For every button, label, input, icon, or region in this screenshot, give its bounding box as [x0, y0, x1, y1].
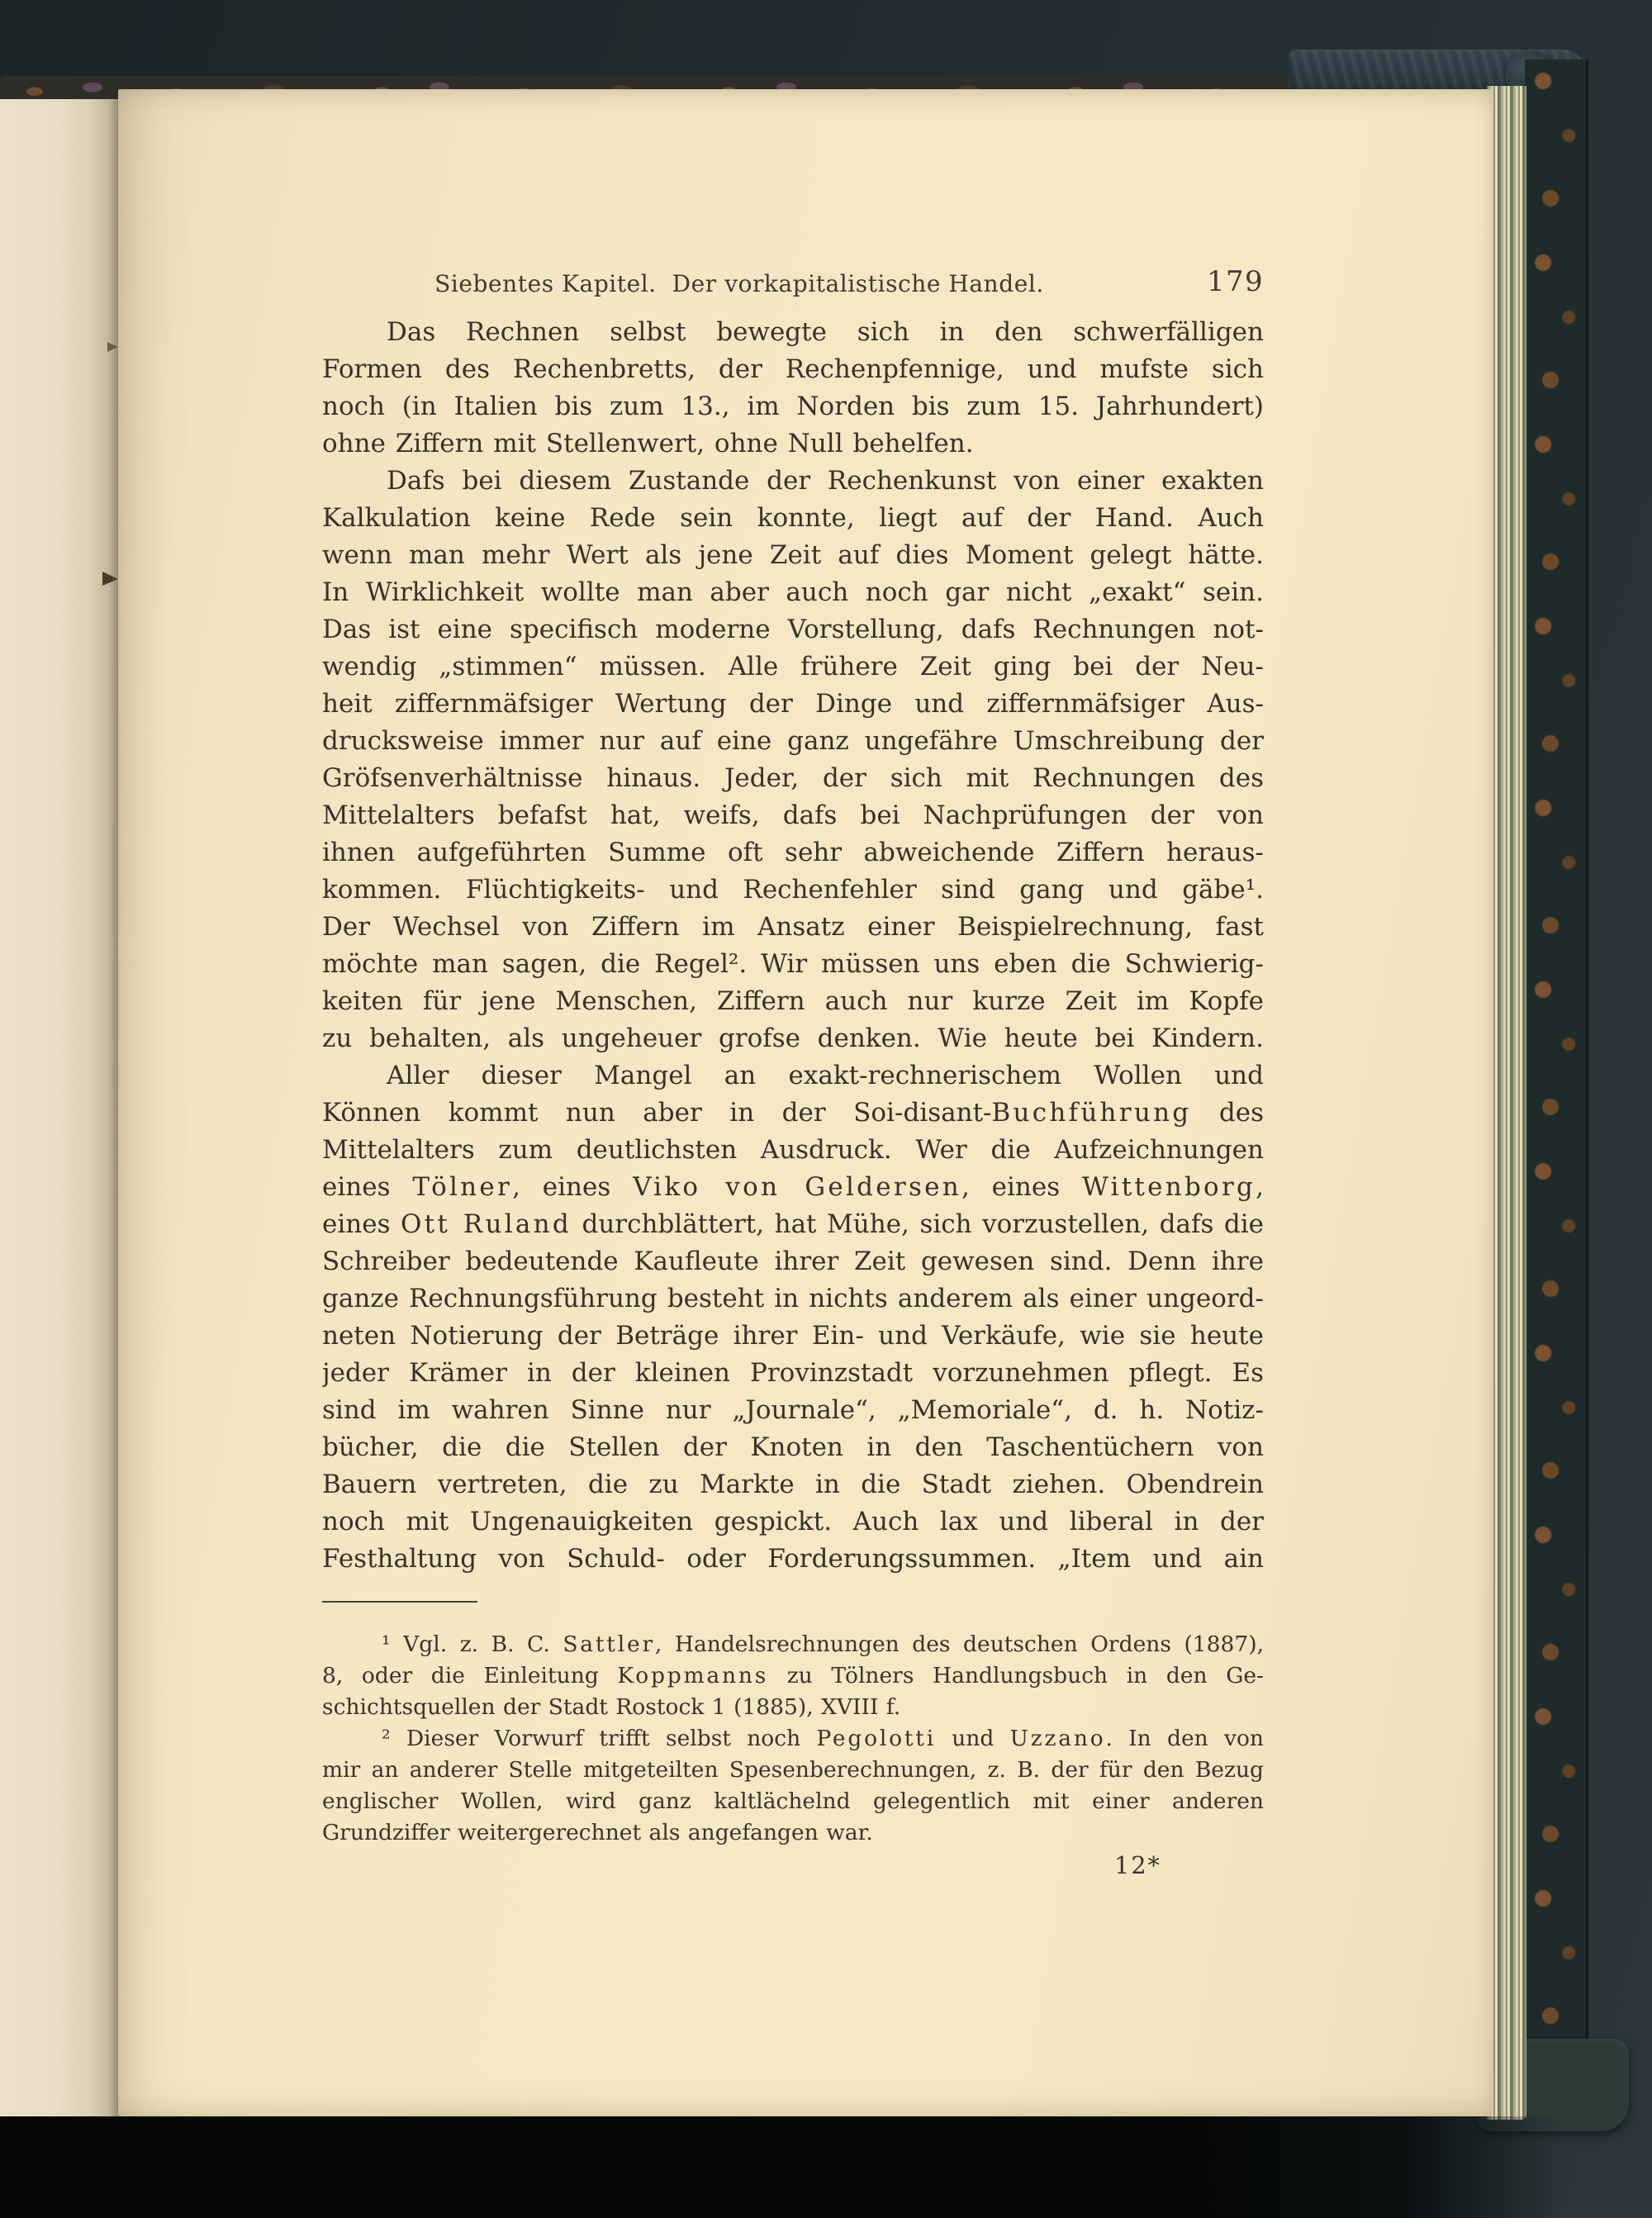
book-page	[118, 89, 1492, 2116]
text-line: Der Wechsel von Ziffern im Ansatz einer Beispielrechnung, fast	[322, 912, 1264, 942]
text-line: bücher, die die Stellen der Knoten in den Taschentüchern von	[322, 1432, 1264, 1462]
text-line: Das Rechnen selbst bewegte sich in den schwerfälligen	[387, 317, 1264, 347]
text-line: keiten für jene Menschen, Ziffern auch nur kurze Zeit im Kopfe	[322, 986, 1264, 1016]
text-line: Bauern vertreten, die zu Markte in die Stadt ziehen. Obendrein	[322, 1470, 1264, 1499]
text-line: Formen des Rechenbretts, der Rechenpfennige, und mufste sich	[322, 354, 1264, 384]
text-line: Gröfsenverhältnisse hinaus. Jeder, der sich mit Rechnungen des	[322, 763, 1264, 793]
text-line: ohne Ziffern mit Stellenwert, ohne Null behelfen.	[322, 429, 974, 458]
text-line: schichtsquellen der Stadt Rostock 1 (1885), XVIII f.	[322, 1694, 901, 1720]
text-line: eines Ott Ruland durchblättert, hat Mühe, sich vorzustellen, dafs die	[322, 1209, 1264, 1239]
spaced-word: Sattler	[563, 1631, 655, 1657]
spaced-word: Uzzano	[1009, 1726, 1106, 1751]
text-line: heit ziffernmäfsiger Wertung der Dinge und ziffernmäfsiger Aus-	[322, 689, 1264, 719]
text-line: zu behalten, als ungeheuer grofse denken. Wie heute bei Kindern.	[322, 1024, 1264, 1053]
text-line: drucksweise immer nur auf eine ganz ungefähre Umschreibung der	[322, 726, 1264, 756]
body-text	[322, 314, 1264, 1578]
bottom-shadow	[0, 2116, 1559, 2218]
text-line: ¹ Vgl. z. B. C. Sattler, Handelsrechnungen des deutschen Ordens (1887),	[382, 1631, 1264, 1657]
spaced-word: Koppmanns	[617, 1663, 769, 1688]
page-block-fore-edge	[1487, 86, 1526, 2120]
text-line: neten Notierung der Beträge ihrer Ein- und Verkäufe, wie sie heute	[322, 1321, 1264, 1351]
text-line: ihnen aufgeführten Summe oft sehr abweichende Ziffern heraus-	[322, 838, 1264, 867]
text-line: noch mit Ungenauigkeiten gespickt. Auch lax und liberal in der	[322, 1507, 1264, 1536]
text-line: noch (in Italien bis zum 13., im Norden bis zum 15. Jahrhundert)	[322, 392, 1264, 421]
text-line: Mittelalters zum deutlichsten Ausdruck. Wer die Aufzeichnungen	[322, 1135, 1264, 1165]
text-line: möchte man sagen, die Regel². Wir müssen uns eben die Schwierig-	[322, 949, 1264, 979]
text-line: Schreiber bedeutende Kaufleute ihrer Zeit gewesen sind. Denn ihre	[322, 1247, 1264, 1276]
text-line: In Wirklichkeit wollte man aber auch noch gar nicht „exakt“ sein.	[322, 577, 1264, 607]
text-line: 8, oder die Einleitung Koppmanns zu Tölners Handlungsbuch in den Ge-	[322, 1663, 1264, 1688]
spaced-word: Ott Ruland	[401, 1209, 572, 1239]
text-line: ² Dieser Vorwurf trifft selbst noch Pegolotti und Uzzano. In den von	[382, 1726, 1264, 1751]
page-number: 179	[1207, 265, 1264, 298]
text-line: kommen. Flüchtigkeits- und Rechenfehler sind gang und gäbe¹.	[322, 875, 1264, 905]
text-line: wendig „stimmen“ müssen. Alle frühere Zeit ging bei der Neu-	[322, 652, 1264, 682]
footnotes	[322, 1629, 1264, 1849]
text-line: mir an anderer Stelle mitgeteilten Spesenberechnungen, z. B. der für den Bezug	[322, 1757, 1264, 1783]
text-line: Dafs bei diesem Zustande der Rechenkunst von einer exakten	[387, 466, 1264, 496]
chapter-title: Siebentes Kapitel. Der vorkapitalistische Handel.	[434, 270, 1044, 297]
text-line: Grundziffer weitergerechnet als angefangen war.	[322, 1820, 873, 1845]
text-line: Das ist eine specifisch moderne Vorstellung, dafs Rechnungen not-	[322, 615, 1264, 644]
spaced-word: Tölner	[412, 1172, 513, 1202]
text-line: sind im wahren Sinne nur „Journale“, „Memoriale“, d. h. Notiz-	[322, 1395, 1264, 1425]
printer-signature-mark: 12*	[1114, 1851, 1161, 1879]
running-head	[322, 266, 1264, 302]
text-line: ganze Rechnungsführung besteht in nichts anderem als einer ungeord-	[322, 1284, 1264, 1313]
text-line: Kalkulation keine Rede sein konnte, liegt auf der Hand. Auch	[322, 503, 1264, 533]
text-line: eines Tölner, eines Viko von Geldersen, eines Wittenborg,	[322, 1172, 1264, 1202]
spaced-word: Pegolotti	[816, 1726, 936, 1751]
gutter-mark	[102, 572, 118, 586]
text-line: Festhaltung von Schuld- oder Forderungssummen. „Item und ain	[322, 1544, 1264, 1574]
text-line: wenn man mehr Wert als jene Zeit auf dies Moment gelegt hätte.	[322, 540, 1264, 570]
spaced-word: Viko von Geldersen	[633, 1172, 961, 1202]
marbled-cover-edge	[1525, 59, 1588, 2116]
spaced-word: Wittenborg	[1081, 1172, 1256, 1202]
text-line: Aller dieser Mangel an exakt-rechnerischem Wollen und	[387, 1061, 1264, 1090]
footnote-rule	[322, 1601, 477, 1603]
gutter-mark	[107, 342, 118, 352]
spaced-word: Buchführung	[991, 1098, 1192, 1128]
text-line: Mittelalters befafst hat, weifs, dafs bei Nachprüfungen der von	[322, 800, 1264, 830]
text-line: jeder Krämer in der kleinen Provinzstadt vorzunehmen pflegt. Es	[322, 1358, 1264, 1388]
text-line: englischer Wollen, wird ganz kaltlächelnd gelegentlich mit einer anderen	[322, 1788, 1264, 1814]
left-page-edge	[0, 99, 121, 2138]
text-line: Können kommt nun aber in der Soi-disant-Buchführung des	[322, 1098, 1264, 1128]
